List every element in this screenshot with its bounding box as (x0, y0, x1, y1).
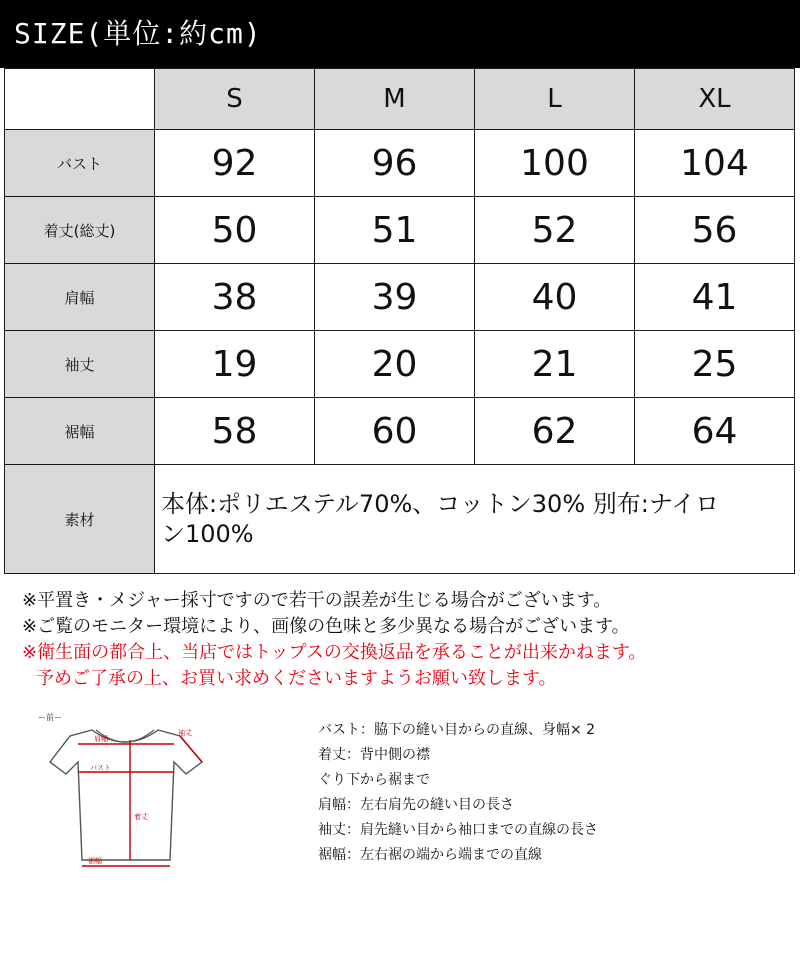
measure-cell: 39 (315, 264, 475, 331)
measure-cell: 56 (635, 197, 795, 264)
table-row (5, 130, 795, 197)
measure-cell: 40 (475, 264, 635, 331)
material-label: 素材 (5, 465, 155, 574)
diagram-label-length: 着丈 (134, 813, 148, 821)
measure-cell: 20 (315, 331, 475, 398)
diagram-label-bust: バスト (90, 764, 111, 772)
corner-cell (5, 69, 155, 130)
table-row (5, 264, 795, 331)
measurement-definitions (318, 718, 598, 868)
measure-cell: 60 (315, 398, 475, 465)
definition-line: 裾幅：左右裾の端から端までの直線 (318, 847, 542, 863)
measure-cell: 104 (635, 130, 795, 197)
size-header: XL (635, 69, 795, 130)
measure-cell: 52 (475, 197, 635, 264)
size-header: L (475, 69, 635, 130)
measure-cell: 21 (475, 331, 635, 398)
size-header: S (155, 69, 315, 130)
diagram-label-hem: 裾幅 (88, 857, 102, 865)
measure-cell: 62 (475, 398, 635, 465)
warning-line: ※衛生面の都合上、当店ではトップスの交換返品を承ることが出来かねます。 (22, 642, 647, 663)
diagram-view-label: ー前ー (38, 713, 62, 722)
sleeve-line (180, 736, 202, 762)
note-line: ※ご覧のモニター環境により、画像の色味と多少異なる場合がございます。 (22, 616, 630, 637)
measure-cell: 41 (635, 264, 795, 331)
definition-line: 肩幅：左右肩先の縫い目の長さ (318, 797, 514, 813)
row-label: 着丈(総丈) (5, 197, 155, 264)
material-line: ン100% (161, 520, 254, 548)
measure-cell: 100 (475, 130, 635, 197)
table-row (5, 331, 795, 398)
definition-line: バスト：脇下の縫い目からの直線、身幅× 2 (318, 722, 596, 738)
material-row (5, 465, 795, 574)
row-label: 肩幅 (5, 264, 155, 331)
measure-cell: 38 (155, 264, 315, 331)
material-text (155, 465, 795, 574)
definition-line: ぐり下から裾まで (318, 772, 430, 788)
notes (22, 588, 646, 692)
diagram-label-shoulder: 肩幅 (94, 735, 108, 743)
definition-line: 着丈：背中側の襟 (318, 747, 430, 763)
table-row (5, 398, 795, 465)
measure-cell: 58 (155, 398, 315, 465)
size-header: M (315, 69, 475, 130)
row-label: 袖丈 (5, 331, 155, 398)
note-line: ※平置き・メジャー採寸ですので若干の誤差が生じる場合がございます。 (22, 590, 612, 611)
row-label: 裾幅 (5, 398, 155, 465)
tshirt-outline (50, 730, 202, 860)
measure-cell: 25 (635, 331, 795, 398)
size-table (4, 68, 795, 574)
measure-cell: 64 (635, 398, 795, 465)
material-line: 本体:ポリエステル70%、コットン30% 別布:ナイロ (161, 490, 720, 518)
warning-line: 予めご了承の上、お買い求めくださいますようお願い致します。 (36, 668, 557, 689)
definition-line: 袖丈：肩先縫い目から袖口までの直線の長さ (318, 822, 598, 838)
table-row (5, 197, 795, 264)
measure-cell: 51 (315, 197, 475, 264)
row-label: バスト (5, 130, 155, 197)
measure-cell: 19 (155, 331, 315, 398)
measure-cell: 96 (315, 130, 475, 197)
page-title: SIZE(単位:約cm) (0, 0, 800, 68)
size-header-row (5, 69, 795, 130)
measure-cell: 92 (155, 130, 315, 197)
diagram-label-sleeve: 袖丈 (178, 729, 192, 737)
measure-cell: 50 (155, 197, 315, 264)
